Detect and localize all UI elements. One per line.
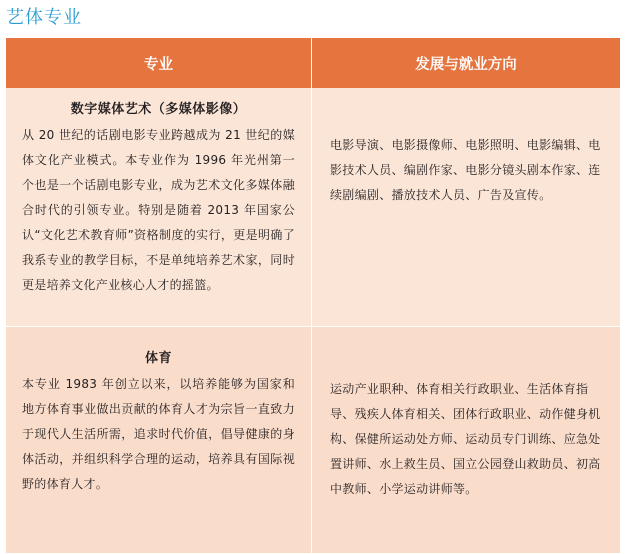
career-cell <box>312 327 621 554</box>
major-name: 数字媒体艺术（多媒体影像） <box>70 102 247 117</box>
table-row <box>6 327 620 554</box>
career-list: 电影导演、电影摄像师、电影照明、电影编辑、电影技术人员、编剧作家、电影分镜头剧本作家、连续剧编剧、播放技术人员、广告及宣传。 <box>330 138 601 202</box>
header-career: 发展与就业方向 <box>312 38 621 88</box>
majors-table <box>6 38 620 553</box>
major-name: 体育 <box>144 351 172 366</box>
table-header-row <box>6 38 620 88</box>
major-cell <box>6 88 312 327</box>
page-title: 艺体专业 <box>6 7 82 28</box>
major-description: 从 20 世纪的话剧电影专业跨越成为 21 世纪的媒体文化产业模式。本专业作为 1996 年光州第一个也是一个话剧电影专业，成为艺术文化多媒体融合时代的引领专业。特别是随着 2013 年国家公认“文化艺术教育师”资格制度的实行，更是明确了我系专业的教学目标，不是单纯培养艺术家，同时更是培养文化产业核心人才的摇篮。 <box>22 128 295 292</box>
major-cell <box>6 327 312 554</box>
major-description: 本专业 1983 年创立以来，以培养能够为国家和地方体育事业做出贡献的体育人才为宗旨一直致力于现代人生活所需，追求时代价值，倡导健康的身体活动，并组织科学合理的运动，培养具有国际视野的体育人才。 <box>22 377 295 491</box>
table-row <box>6 88 620 327</box>
career-cell <box>312 88 621 327</box>
career-list: 运动产业职种、体育相关行政职业、生活体育指导、残疾人体育相关、团体行政职业、动作健身机构、保健所运动处方师、运动员专门训练、应急处置讲师、水上救生员、国立公园登山救助员、初高中教师、小学运动讲师等。 <box>330 382 601 496</box>
header-major: 专业 <box>6 38 312 88</box>
